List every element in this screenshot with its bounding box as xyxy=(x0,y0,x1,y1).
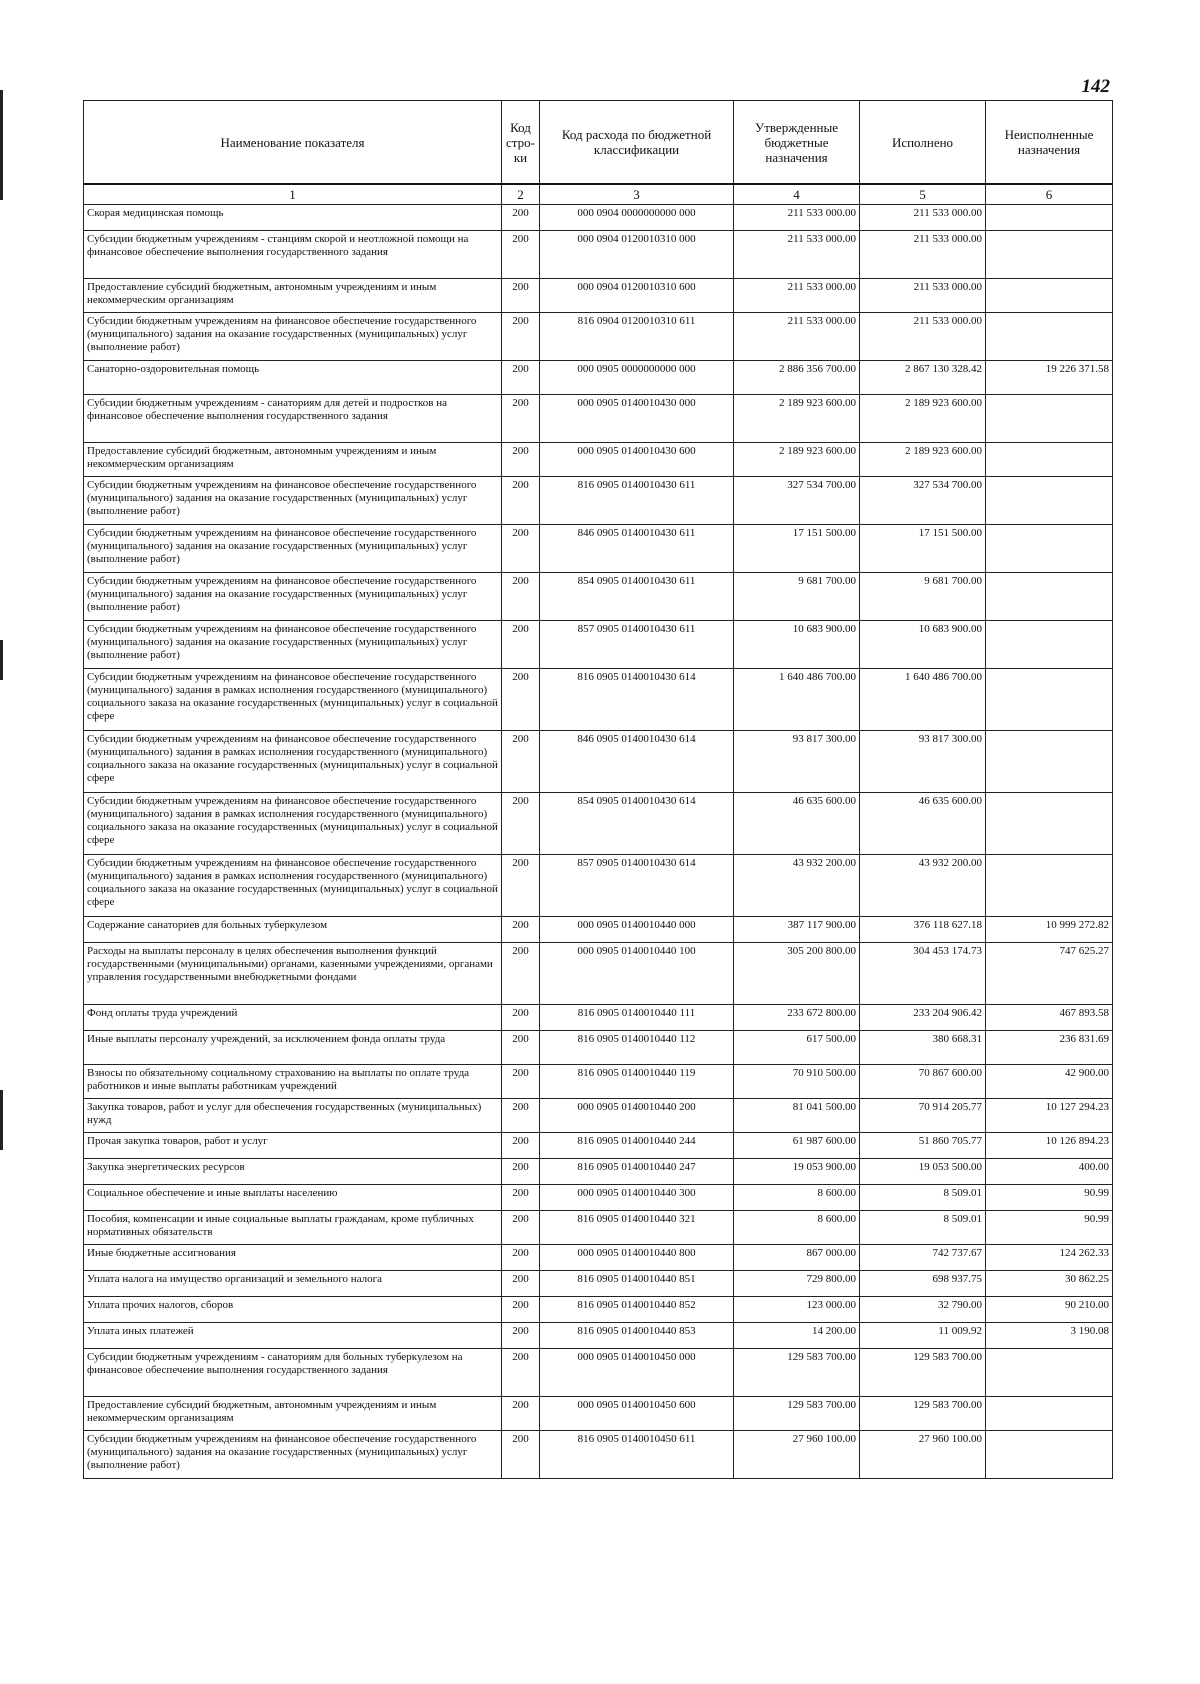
cell-executed: 51 860 705.77 xyxy=(860,1133,986,1159)
cell-executed: 93 817 300.00 xyxy=(860,731,986,793)
table-row xyxy=(84,525,1113,573)
cell-executed: 43 932 200.00 xyxy=(860,855,986,917)
cell-executed: 129 583 700.00 xyxy=(860,1397,986,1431)
cell-line-code: 200 xyxy=(502,205,540,231)
cell-name: Уплата налога на имущество организаций и земельного налога xyxy=(84,1271,502,1297)
cell-name: Предоставление субсидий бюджетным, автономным учреждениям и иным некоммерческим организациям xyxy=(84,1397,502,1431)
cell-expense-code: 816 0905 0140010440 112 xyxy=(540,1031,734,1065)
cell-line-code: 200 xyxy=(502,1323,540,1349)
cell-executed: 327 534 700.00 xyxy=(860,477,986,525)
column-number: 3 xyxy=(540,184,734,205)
cell-name: Уплата иных платежей xyxy=(84,1323,502,1349)
cell-unexecuted: 400.00 xyxy=(986,1159,1113,1185)
cell-expense-code: 816 0905 0140010440 851 xyxy=(540,1271,734,1297)
page-number: 142 xyxy=(1081,76,1110,97)
cell-line-code: 200 xyxy=(502,1133,540,1159)
column-number: 4 xyxy=(734,184,860,205)
cell-executed: 211 533 000.00 xyxy=(860,279,986,313)
cell-executed: 70 914 205.77 xyxy=(860,1099,986,1133)
cell-unexecuted xyxy=(986,855,1113,917)
table-row xyxy=(84,1133,1113,1159)
cell-approved: 8 600.00 xyxy=(734,1211,860,1245)
cell-name: Субсидии бюджетным учреждениям на финансовое обеспечение государственного (муниципального) задания в рамках исполнения государственного (муниципального) социального заказа на оказание государственных (муниципальных) услуг в социальной сфере xyxy=(84,669,502,731)
cell-line-code: 200 xyxy=(502,1159,540,1185)
cell-line-code: 200 xyxy=(502,1099,540,1133)
table-header xyxy=(84,101,1113,185)
cell-executed: 698 937.75 xyxy=(860,1271,986,1297)
cell-approved: 81 041 500.00 xyxy=(734,1099,860,1133)
cell-name: Предоставление субсидий бюджетным, автономным учреждениям и иным некоммерческим организациям xyxy=(84,443,502,477)
cell-expense-code: 816 0905 0140010450 611 xyxy=(540,1431,734,1479)
cell-name: Закупка товаров, работ и услуг для обеспечения государственных (муниципальных) нужд xyxy=(84,1099,502,1133)
header-unexecuted: Неисполненные назначения xyxy=(986,101,1113,185)
cell-unexecuted xyxy=(986,279,1113,313)
cell-approved: 93 817 300.00 xyxy=(734,731,860,793)
cell-executed: 32 790.00 xyxy=(860,1297,986,1323)
cell-expense-code: 000 0905 0140010440 200 xyxy=(540,1099,734,1133)
cell-approved: 305 200 800.00 xyxy=(734,943,860,1005)
cell-unexecuted xyxy=(986,395,1113,443)
cell-expense-code: 000 0905 0140010440 300 xyxy=(540,1185,734,1211)
cell-line-code: 200 xyxy=(502,395,540,443)
cell-name: Уплата прочих налогов, сборов xyxy=(84,1297,502,1323)
cell-name: Содержание санаториев для больных туберкулезом xyxy=(84,917,502,943)
cell-expense-code: 000 0904 0000000000 000 xyxy=(540,205,734,231)
table-row xyxy=(84,477,1113,525)
cell-line-code: 200 xyxy=(502,443,540,477)
cell-unexecuted xyxy=(986,573,1113,621)
table-row xyxy=(84,1323,1113,1349)
cell-line-code: 200 xyxy=(502,1005,540,1031)
table-row xyxy=(84,573,1113,621)
cell-expense-code: 816 0905 0140010430 614 xyxy=(540,669,734,731)
column-number: 1 xyxy=(84,184,502,205)
cell-name: Субсидии бюджетным учреждениям на финансовое обеспечение государственного (муниципального) задания в рамках исполнения государственного (муниципального) социального заказа на оказание государственных (муниципальных) услуг в социальной сфере xyxy=(84,731,502,793)
cell-name: Субсидии бюджетным учреждениям на финансовое обеспечение государственного (муниципального) задания в рамках исполнения государственного (муниципального) социального заказа на оказание государственных (муниципальных) услуг в социальной сфере xyxy=(84,855,502,917)
cell-executed: 70 867 600.00 xyxy=(860,1065,986,1099)
cell-unexecuted xyxy=(986,1397,1113,1431)
cell-approved: 129 583 700.00 xyxy=(734,1349,860,1397)
cell-expense-code: 000 0905 0140010430 600 xyxy=(540,443,734,477)
cell-expense-code: 857 0905 0140010430 614 xyxy=(540,855,734,917)
cell-approved: 46 635 600.00 xyxy=(734,793,860,855)
cell-unexecuted xyxy=(986,525,1113,573)
cell-approved: 2 886 356 700.00 xyxy=(734,361,860,395)
table-row xyxy=(84,395,1113,443)
scan-edge-mark xyxy=(0,640,3,680)
cell-approved: 729 800.00 xyxy=(734,1271,860,1297)
cell-approved: 2 189 923 600.00 xyxy=(734,443,860,477)
cell-line-code: 200 xyxy=(502,1245,540,1271)
cell-unexecuted: 124 262.33 xyxy=(986,1245,1113,1271)
cell-line-code: 200 xyxy=(502,573,540,621)
cell-name: Иные бюджетные ассигнования xyxy=(84,1245,502,1271)
cell-line-code: 200 xyxy=(502,1271,540,1297)
table-row xyxy=(84,1397,1113,1431)
cell-expense-code: 816 0904 0120010310 611 xyxy=(540,313,734,361)
cell-name: Прочая закупка товаров, работ и услуг xyxy=(84,1133,502,1159)
cell-name: Субсидии бюджетным учреждениям на финансовое обеспечение государственного (муниципального) задания на оказание государственных (муниципальных) услуг (выполнение работ) xyxy=(84,313,502,361)
cell-executed: 9 681 700.00 xyxy=(860,573,986,621)
cell-approved: 1 640 486 700.00 xyxy=(734,669,860,731)
cell-executed: 129 583 700.00 xyxy=(860,1349,986,1397)
table-row xyxy=(84,1245,1113,1271)
cell-line-code: 200 xyxy=(502,525,540,573)
table-row xyxy=(84,621,1113,669)
table-row xyxy=(84,279,1113,313)
table-row xyxy=(84,731,1113,793)
cell-executed: 2 867 130 328.42 xyxy=(860,361,986,395)
cell-line-code: 200 xyxy=(502,793,540,855)
cell-approved: 387 117 900.00 xyxy=(734,917,860,943)
cell-approved: 19 053 900.00 xyxy=(734,1159,860,1185)
header-executed: Исполнено xyxy=(860,101,986,185)
cell-expense-code: 000 0904 0120010310 000 xyxy=(540,231,734,279)
cell-line-code: 200 xyxy=(502,1431,540,1479)
cell-name: Предоставление субсидий бюджетным, автономным учреждениям и иным некоммерческим организациям xyxy=(84,279,502,313)
cell-name: Субсидии бюджетным учреждениям на финансовое обеспечение государственного (муниципального) задания в рамках исполнения государственного (муниципального) социального заказа на оказание государственных (муниципальных) услуг в социальной сфере xyxy=(84,793,502,855)
cell-expense-code: 000 0904 0120010310 600 xyxy=(540,279,734,313)
cell-name: Пособия, компенсации и иные социальные выплаты гражданам, кроме публичных нормативных обязательств xyxy=(84,1211,502,1245)
table-row xyxy=(84,1211,1113,1245)
cell-name: Субсидии бюджетным учреждениям - станциям скорой и неотложной помощи на финансовое обеспечение выполнения государственного задания xyxy=(84,231,502,279)
column-number: 2 xyxy=(502,184,540,205)
cell-expense-code: 816 0905 0140010440 852 xyxy=(540,1297,734,1323)
cell-executed: 233 204 906.42 xyxy=(860,1005,986,1031)
scan-edge-mark xyxy=(0,1090,3,1150)
cell-expense-code: 816 0905 0140010440 247 xyxy=(540,1159,734,1185)
cell-executed: 17 151 500.00 xyxy=(860,525,986,573)
cell-unexecuted: 10 126 894.23 xyxy=(986,1133,1113,1159)
cell-approved: 10 683 900.00 xyxy=(734,621,860,669)
cell-expense-code: 000 0905 0140010430 000 xyxy=(540,395,734,443)
cell-expense-code: 816 0905 0140010440 111 xyxy=(540,1005,734,1031)
cell-line-code: 200 xyxy=(502,731,540,793)
column-number-row xyxy=(84,184,1113,205)
cell-expense-code: 000 0905 0140010440 000 xyxy=(540,917,734,943)
cell-unexecuted xyxy=(986,731,1113,793)
cell-approved: 233 672 800.00 xyxy=(734,1005,860,1031)
cell-name: Субсидии бюджетным учреждениям на финансовое обеспечение государственного (муниципального) задания на оказание государственных (муниципальных) услуг (выполнение работ) xyxy=(84,621,502,669)
header-line-code: Код стро-ки xyxy=(502,101,540,185)
cell-approved: 617 500.00 xyxy=(734,1031,860,1065)
cell-approved: 129 583 700.00 xyxy=(734,1397,860,1431)
table-row xyxy=(84,793,1113,855)
budget-execution-table xyxy=(83,100,1113,1479)
cell-approved: 211 533 000.00 xyxy=(734,313,860,361)
cell-expense-code: 846 0905 0140010430 611 xyxy=(540,525,734,573)
cell-unexecuted: 90.99 xyxy=(986,1211,1113,1245)
cell-executed: 304 453 174.73 xyxy=(860,943,986,1005)
cell-unexecuted: 236 831.69 xyxy=(986,1031,1113,1065)
cell-executed: 8 509.01 xyxy=(860,1185,986,1211)
scan-edge-mark xyxy=(0,90,3,200)
cell-unexecuted: 467 893.58 xyxy=(986,1005,1113,1031)
cell-expense-code: 857 0905 0140010430 611 xyxy=(540,621,734,669)
table-row xyxy=(84,943,1113,1005)
cell-unexecuted: 10 999 272.82 xyxy=(986,917,1113,943)
table-row xyxy=(84,1185,1113,1211)
cell-executed: 380 668.31 xyxy=(860,1031,986,1065)
cell-expense-code: 000 0905 0140010450 000 xyxy=(540,1349,734,1397)
cell-line-code: 200 xyxy=(502,943,540,1005)
cell-line-code: 200 xyxy=(502,477,540,525)
table-row xyxy=(84,313,1113,361)
cell-unexecuted xyxy=(986,669,1113,731)
cell-unexecuted xyxy=(986,231,1113,279)
cell-executed: 1 640 486 700.00 xyxy=(860,669,986,731)
cell-approved: 70 910 500.00 xyxy=(734,1065,860,1099)
cell-expense-code: 000 0905 0140010440 100 xyxy=(540,943,734,1005)
cell-unexecuted xyxy=(986,205,1113,231)
column-number: 5 xyxy=(860,184,986,205)
table-row xyxy=(84,443,1113,477)
cell-name: Субсидии бюджетным учреждениям на финансовое обеспечение государственного (муниципального) задания на оказание государственных (муниципальных) услуг (выполнение работ) xyxy=(84,525,502,573)
cell-expense-code: 854 0905 0140010430 614 xyxy=(540,793,734,855)
cell-executed: 211 533 000.00 xyxy=(860,231,986,279)
cell-executed: 10 683 900.00 xyxy=(860,621,986,669)
table-row xyxy=(84,1031,1113,1065)
cell-approved: 211 533 000.00 xyxy=(734,205,860,231)
cell-executed: 46 635 600.00 xyxy=(860,793,986,855)
cell-unexecuted xyxy=(986,477,1113,525)
cell-line-code: 200 xyxy=(502,669,540,731)
cell-approved: 211 533 000.00 xyxy=(734,231,860,279)
cell-unexecuted: 90 210.00 xyxy=(986,1297,1113,1323)
cell-unexecuted xyxy=(986,443,1113,477)
cell-approved: 17 151 500.00 xyxy=(734,525,860,573)
header-indicator-name: Наименование показателя xyxy=(84,101,502,185)
cell-name: Закупка энергетических ресурсов xyxy=(84,1159,502,1185)
cell-approved: 14 200.00 xyxy=(734,1323,860,1349)
cell-expense-code: 854 0905 0140010430 611 xyxy=(540,573,734,621)
cell-unexecuted xyxy=(986,793,1113,855)
cell-line-code: 200 xyxy=(502,1031,540,1065)
table-row xyxy=(84,1005,1113,1031)
cell-executed: 376 118 627.18 xyxy=(860,917,986,943)
table-row xyxy=(84,1431,1113,1479)
cell-line-code: 200 xyxy=(502,621,540,669)
cell-executed: 211 533 000.00 xyxy=(860,205,986,231)
cell-executed: 2 189 923 600.00 xyxy=(860,443,986,477)
cell-unexecuted: 19 226 371.58 xyxy=(986,361,1113,395)
table-row xyxy=(84,1297,1113,1323)
cell-approved: 27 960 100.00 xyxy=(734,1431,860,1479)
cell-executed: 19 053 500.00 xyxy=(860,1159,986,1185)
table-row xyxy=(84,1349,1113,1397)
cell-expense-code: 816 0905 0140010430 611 xyxy=(540,477,734,525)
cell-line-code: 200 xyxy=(502,1211,540,1245)
cell-line-code: 200 xyxy=(502,279,540,313)
table-row xyxy=(84,231,1113,279)
cell-line-code: 200 xyxy=(502,1065,540,1099)
cell-line-code: 200 xyxy=(502,855,540,917)
cell-name: Субсидии бюджетным учреждениям - санаториям для больных туберкулезом на финансовое обеспечение выполнения государственного задания xyxy=(84,1349,502,1397)
cell-line-code: 200 xyxy=(502,313,540,361)
cell-expense-code: 816 0905 0140010440 853 xyxy=(540,1323,734,1349)
cell-executed: 211 533 000.00 xyxy=(860,313,986,361)
cell-executed: 11 009.92 xyxy=(860,1323,986,1349)
cell-line-code: 200 xyxy=(502,361,540,395)
cell-name: Санаторно-оздоровительная помощь xyxy=(84,361,502,395)
cell-expense-code: 816 0905 0140010440 119 xyxy=(540,1065,734,1099)
table-row xyxy=(84,855,1113,917)
cell-unexecuted xyxy=(986,621,1113,669)
cell-expense-code: 846 0905 0140010430 614 xyxy=(540,731,734,793)
cell-line-code: 200 xyxy=(502,1349,540,1397)
column-number: 6 xyxy=(986,184,1113,205)
table-row xyxy=(84,205,1113,231)
table-row xyxy=(84,917,1113,943)
cell-expense-code: 816 0905 0140010440 244 xyxy=(540,1133,734,1159)
cell-line-code: 200 xyxy=(502,231,540,279)
cell-executed: 2 189 923 600.00 xyxy=(860,395,986,443)
cell-executed: 8 509.01 xyxy=(860,1211,986,1245)
cell-line-code: 200 xyxy=(502,1185,540,1211)
cell-approved: 61 987 600.00 xyxy=(734,1133,860,1159)
table-body xyxy=(84,184,1113,1479)
cell-approved: 43 932 200.00 xyxy=(734,855,860,917)
cell-line-code: 200 xyxy=(502,1297,540,1323)
cell-line-code: 200 xyxy=(502,1397,540,1431)
cell-approved: 123 000.00 xyxy=(734,1297,860,1323)
cell-line-code: 200 xyxy=(502,917,540,943)
cell-unexecuted xyxy=(986,313,1113,361)
header-expense-code: Код расхода по бюджетной классификации xyxy=(540,101,734,185)
table-row xyxy=(84,1271,1113,1297)
cell-unexecuted: 90.99 xyxy=(986,1185,1113,1211)
cell-approved: 327 534 700.00 xyxy=(734,477,860,525)
cell-unexecuted: 42 900.00 xyxy=(986,1065,1113,1099)
table-row xyxy=(84,1065,1113,1099)
table-row xyxy=(84,1159,1113,1185)
cell-unexecuted: 30 862.25 xyxy=(986,1271,1113,1297)
cell-unexecuted: 747 625.27 xyxy=(986,943,1113,1005)
cell-approved: 8 600.00 xyxy=(734,1185,860,1211)
cell-unexecuted: 10 127 294.23 xyxy=(986,1099,1113,1133)
cell-name: Фонд оплаты труда учреждений xyxy=(84,1005,502,1031)
cell-unexecuted: 3 190.08 xyxy=(986,1323,1113,1349)
cell-unexecuted xyxy=(986,1349,1113,1397)
cell-approved: 867 000.00 xyxy=(734,1245,860,1271)
cell-approved: 2 189 923 600.00 xyxy=(734,395,860,443)
cell-name: Субсидии бюджетным учреждениям на финансовое обеспечение государственного (муниципального) задания на оказание государственных (муниципальных) услуг (выполнение работ) xyxy=(84,573,502,621)
cell-unexecuted xyxy=(986,1431,1113,1479)
cell-name: Скорая медицинская помощь xyxy=(84,205,502,231)
cell-approved: 211 533 000.00 xyxy=(734,279,860,313)
table-row xyxy=(84,669,1113,731)
cell-expense-code: 000 0905 0140010440 800 xyxy=(540,1245,734,1271)
cell-name: Иные выплаты персоналу учреждений, за исключением фонда оплаты труда xyxy=(84,1031,502,1065)
cell-name: Субсидии бюджетным учреждениям - санаториям для детей и подростков на финансовое обеспечение выполнения государственного задания xyxy=(84,395,502,443)
cell-name: Взносы по обязательному социальному страхованию на выплаты по оплате труда работников и иные выплаты работникам учреждений xyxy=(84,1065,502,1099)
cell-executed: 742 737.67 xyxy=(860,1245,986,1271)
cell-expense-code: 000 0905 0140010450 600 xyxy=(540,1397,734,1431)
cell-expense-code: 816 0905 0140010440 321 xyxy=(540,1211,734,1245)
cell-name: Расходы на выплаты персоналу в целях обеспечения выполнения функций государственными (муниципальными) органами, казенными учреждениями, органами управления государственными внебюджетными фондами xyxy=(84,943,502,1005)
cell-approved: 9 681 700.00 xyxy=(734,573,860,621)
header-approved: Утвержденные бюджетные назначения xyxy=(734,101,860,185)
cell-expense-code: 000 0905 0000000000 000 xyxy=(540,361,734,395)
cell-name: Социальное обеспечение и иные выплаты населению xyxy=(84,1185,502,1211)
table-row xyxy=(84,361,1113,395)
cell-name: Субсидии бюджетным учреждениям на финансовое обеспечение государственного (муниципального) задания на оказание государственных (муниципальных) услуг (выполнение работ) xyxy=(84,1431,502,1479)
cell-name: Субсидии бюджетным учреждениям на финансовое обеспечение государственного (муниципального) задания на оказание государственных (муниципальных) услуг (выполнение работ) xyxy=(84,477,502,525)
cell-executed: 27 960 100.00 xyxy=(860,1431,986,1479)
table-row xyxy=(84,1099,1113,1133)
